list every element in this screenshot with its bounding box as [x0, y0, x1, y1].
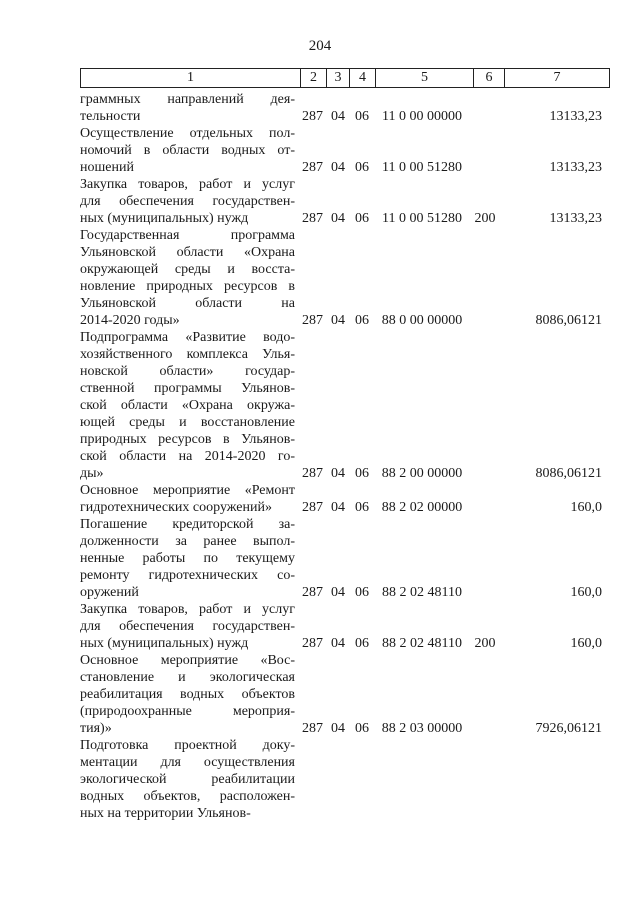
row-description — [80, 482, 299, 516]
subsection-code: 06 — [355, 636, 369, 651]
target-article-code: 11 0 00 00000 — [382, 109, 462, 124]
admin-code: 287 — [302, 160, 323, 175]
expense-type-code: 200 — [474, 636, 496, 651]
description-line: становление и экологическая — [80, 670, 295, 685]
subsection-code: 06 — [355, 313, 369, 328]
description-line: ственной программы Ульянов- — [80, 381, 295, 396]
expense-type-code: 200 — [474, 211, 496, 226]
row-description — [80, 516, 299, 601]
column-header-2: 2 — [301, 69, 327, 88]
column-header-6: 6 — [474, 69, 505, 88]
budget-table-body — [80, 91, 610, 822]
row-description — [80, 227, 299, 329]
description-line: для обеспечения государствен- — [80, 194, 295, 209]
section-code: 04 — [331, 109, 345, 124]
subsection-code: 06 — [355, 160, 369, 175]
admin-code: 287 — [302, 313, 323, 328]
description-line: Подпрограмма «Развитие водо- — [80, 330, 295, 345]
description-line: Осуществление отдельных пол- — [80, 126, 295, 141]
description-line: ных (муниципальных) нужд — [80, 211, 249, 226]
expense-type-code — [470, 312, 500, 329]
description-line: (природоохранные мероприя- — [80, 704, 295, 719]
target-article-code: 88 0 00 00000 — [381, 313, 463, 328]
target-article-code: 11 0 00 51280 — [382, 211, 462, 226]
table-row — [80, 601, 610, 652]
admin-code: 287 — [302, 466, 323, 481]
description-line: Ульяновской области на — [80, 296, 295, 311]
amount-value: 7926,06121 — [535, 721, 602, 736]
section-code: 04 — [331, 466, 345, 481]
section-code: 04 — [331, 636, 345, 651]
expense-type-code — [470, 159, 500, 176]
table-row — [80, 516, 610, 601]
amount-value: 8086,06121 — [535, 313, 602, 328]
section-code: 04 — [331, 313, 345, 328]
description-line: гидротехнических сооружений» — [80, 500, 272, 515]
description-line: новской области» государ- — [80, 364, 295, 379]
row-codes — [299, 465, 604, 482]
subsection-code: 06 — [355, 500, 369, 515]
description-line: граммных направлений дея- — [80, 92, 295, 107]
table-row — [80, 125, 610, 176]
subsection-code: 06 — [355, 585, 369, 600]
description-line: номочий в области водных от- — [80, 143, 295, 158]
description-line: новление природных ресурсов в — [80, 279, 295, 294]
target-article-code: 88 2 00 00000 — [381, 466, 463, 481]
admin-code: 287 — [302, 211, 323, 226]
description-line: экологической реабилитации — [80, 772, 295, 787]
page-number: 204 — [308, 38, 332, 54]
amount-value: 13133,23 — [549, 109, 602, 124]
description-line: долженности за ранее выпол- — [80, 534, 295, 549]
section-code: 04 — [331, 721, 345, 736]
description-line: водных объектов, расположен- — [80, 789, 295, 804]
column-header-4: 4 — [350, 69, 376, 88]
row-codes — [299, 210, 604, 227]
subsection-code: 06 — [355, 109, 369, 124]
description-line: Основное мероприятие «Вос- — [80, 653, 295, 668]
table-row — [80, 176, 610, 227]
table-row — [80, 227, 610, 329]
description-line: Закупка товаров, работ и услуг — [80, 602, 295, 617]
subsection-code: 06 — [355, 211, 369, 226]
subsection-code: 06 — [355, 466, 369, 481]
description-line: Подготовка проектной доку- — [80, 738, 295, 753]
column-header-5: 5 — [376, 69, 474, 88]
description-line: ных на территории Ульянов- — [80, 806, 251, 821]
description-line: ных (муниципальных) нужд — [80, 636, 249, 651]
column-header-row — [81, 69, 610, 88]
description-line: хозяйственного комплекса Улья- — [80, 347, 295, 362]
description-line: Государственная программа — [80, 228, 295, 243]
description-line: ской области «Охрана окружа- — [80, 398, 295, 413]
table-row — [80, 329, 610, 482]
description-line: ментации для осуществления — [80, 755, 295, 770]
amount-value: 13133,23 — [549, 211, 602, 226]
description-line: тия)» — [80, 721, 112, 736]
table-row — [80, 482, 610, 516]
description-line: 2014-2020 годы» — [80, 313, 180, 328]
section-code: 04 — [331, 160, 345, 175]
description-line: ношений — [80, 160, 134, 175]
table-row — [80, 91, 610, 125]
description-line: Основное мероприятие «Ремонт — [80, 483, 295, 498]
column-header-table — [80, 68, 610, 88]
admin-code: 287 — [302, 721, 323, 736]
description-line: Закупка товаров, работ и услуг — [80, 177, 295, 192]
column-header-1: 1 — [81, 69, 301, 88]
row-codes — [299, 635, 604, 652]
row-description — [80, 601, 299, 652]
amount-value: 160,0 — [570, 636, 602, 651]
description-line: окружающей среды и восста- — [80, 262, 295, 277]
row-description — [80, 176, 299, 227]
admin-code: 287 — [302, 500, 323, 515]
row-description — [80, 91, 299, 125]
description-line: Погашение кредиторской за- — [80, 517, 295, 532]
expense-type-code — [470, 108, 500, 125]
amount-value: 160,0 — [570, 585, 602, 600]
table-row — [80, 652, 610, 737]
description-line: Ульяновской области «Охрана — [80, 245, 295, 260]
admin-code: 287 — [302, 109, 323, 124]
section-code: 04 — [331, 211, 345, 226]
description-line: тельности — [80, 109, 141, 124]
description-line: ской области на 2014-2020 го- — [80, 449, 295, 464]
row-description — [80, 737, 299, 822]
row-description — [80, 125, 299, 176]
expense-type-code — [470, 465, 500, 482]
amount-value: 160,0 — [570, 500, 602, 515]
column-header-7: 7 — [505, 69, 610, 88]
description-line: реабилитация водных объектов — [80, 687, 295, 702]
target-article-code: 88 2 02 48110 — [382, 585, 462, 600]
column-header-3: 3 — [327, 69, 350, 88]
description-line: ды» — [80, 466, 104, 481]
description-line: природных ресурсов в Ульянов- — [80, 432, 295, 447]
section-code: 04 — [331, 585, 345, 600]
target-article-code: 88 2 02 00000 — [381, 500, 463, 515]
row-description — [80, 652, 299, 737]
amount-value: 8086,06121 — [535, 466, 602, 481]
row-codes — [299, 312, 604, 329]
section-code: 04 — [331, 500, 345, 515]
description-line: ющей среды и восстановление — [80, 415, 295, 430]
admin-code: 287 — [302, 585, 323, 600]
row-codes — [299, 159, 604, 176]
description-line: ненные работы по текущему — [80, 551, 295, 566]
row-codes — [299, 584, 604, 601]
row-codes — [299, 108, 604, 125]
amount-value: 13133,23 — [549, 160, 602, 175]
description-line: для обеспечения государствен- — [80, 619, 295, 634]
row-description — [80, 329, 299, 482]
row-codes — [299, 720, 604, 737]
expense-type-code — [470, 499, 500, 516]
expense-type-code — [470, 584, 500, 601]
table-row — [80, 737, 610, 822]
row-codes — [299, 499, 604, 516]
expense-type-code — [470, 720, 500, 737]
description-line: оружений — [80, 585, 139, 600]
target-article-code: 88 2 02 48110 — [382, 636, 462, 651]
admin-code: 287 — [302, 636, 323, 651]
subsection-code: 06 — [355, 721, 369, 736]
description-line: ремонту гидротехнических со- — [80, 568, 295, 583]
target-article-code: 11 0 00 51280 — [382, 160, 462, 175]
target-article-code: 88 2 03 00000 — [381, 721, 463, 736]
